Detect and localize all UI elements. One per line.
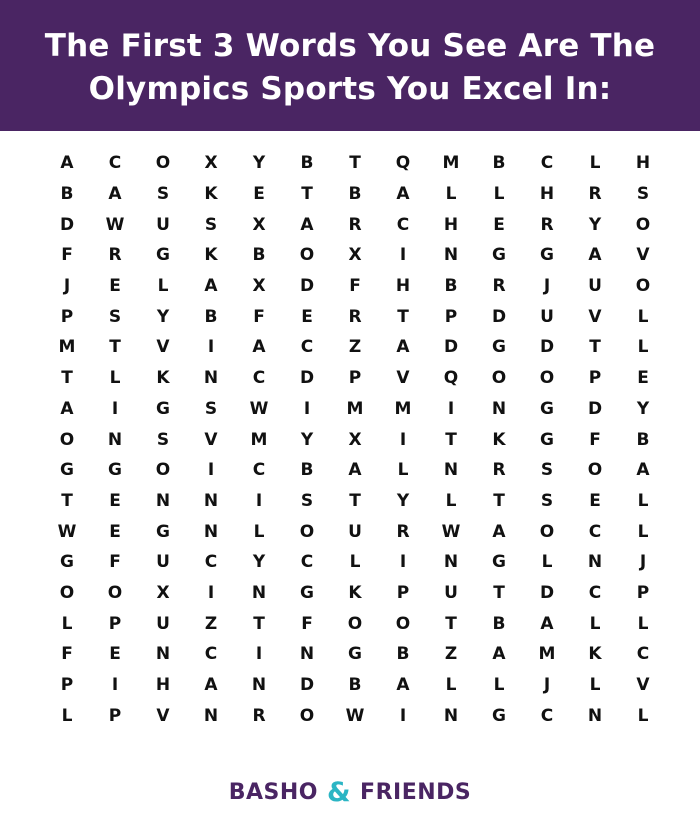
grid-letter: N	[587, 705, 603, 726]
grid-letter: V	[636, 245, 650, 266]
grid-letter: T	[301, 184, 313, 205]
grid-letter: V	[204, 429, 218, 450]
grid-letter: B	[300, 153, 314, 174]
grid-letter: N	[203, 705, 219, 726]
grid-letter: E	[109, 644, 121, 665]
grid-letter: A	[396, 675, 410, 696]
grid-letter: L	[589, 153, 601, 174]
grid-letter: G	[492, 245, 506, 266]
grid-letter: T	[349, 153, 361, 174]
grid-letter: N	[203, 368, 219, 389]
grid-letter: D	[491, 306, 507, 327]
grid-letter: H	[539, 184, 555, 205]
grid-letter: M	[394, 398, 412, 419]
grid-letter: B	[444, 276, 458, 297]
grid-letter: T	[445, 429, 457, 450]
grid-letter: G	[540, 429, 554, 450]
grid-letter: J	[639, 552, 647, 573]
grid-letter: V	[156, 705, 170, 726]
grid-letter: R	[540, 214, 554, 235]
grid-letter: B	[204, 306, 218, 327]
grid-letter: K	[588, 644, 602, 665]
grid-letter: I	[303, 398, 311, 419]
grid-letter: E	[253, 184, 265, 205]
grid-letter: S	[540, 490, 554, 511]
grid-letter: S	[204, 214, 218, 235]
grid-letter: B	[60, 184, 74, 205]
grid-letter: I	[447, 398, 455, 419]
grid-letter: O	[539, 521, 555, 542]
grid-letter: T	[397, 306, 409, 327]
grid-letter: G	[60, 460, 74, 481]
grid-letter: N	[155, 644, 171, 665]
grid-letter: L	[157, 276, 169, 297]
brand-name-right: FRIENDS	[360, 779, 472, 805]
grid-letter: R	[492, 460, 506, 481]
grid-letter: M	[538, 644, 556, 665]
grid-letter: A	[204, 276, 218, 297]
grid-letter: R	[348, 214, 362, 235]
grid-letter: F	[61, 644, 73, 665]
grid-letter: I	[255, 644, 263, 665]
grid-letter: Y	[252, 153, 266, 174]
grid-letter: G	[60, 552, 74, 573]
grid-letter: X	[348, 245, 362, 266]
grid-letter: P	[636, 582, 650, 603]
grid-letter: S	[108, 306, 122, 327]
grid-letter: B	[396, 644, 410, 665]
grid-letter: T	[61, 368, 73, 389]
grid-letter: I	[399, 429, 407, 450]
grid-letter: X	[156, 582, 170, 603]
grid-letter: Y	[156, 306, 170, 327]
grid-letter: F	[253, 306, 265, 327]
grid-letter: G	[492, 705, 506, 726]
grid-letter: U	[156, 552, 170, 573]
grid-letter: N	[203, 490, 219, 511]
grid-letter: E	[637, 368, 649, 389]
grid-letter: M	[346, 398, 364, 419]
grid-letter: T	[493, 582, 505, 603]
grid-letter: M	[250, 429, 268, 450]
grid-letter: T	[61, 490, 73, 511]
grid-letter: A	[60, 398, 74, 419]
grid-letter: L	[109, 368, 121, 389]
grid-letter: D	[299, 368, 315, 389]
grid-letter: C	[300, 552, 314, 573]
grid-letter: O	[155, 460, 171, 481]
grid-letter: T	[349, 490, 361, 511]
grid-letter: U	[156, 613, 170, 634]
grid-letter: C	[540, 153, 554, 174]
grid-letter: N	[155, 490, 171, 511]
grid-letter: R	[348, 306, 362, 327]
letter-grid	[43, 148, 667, 731]
grid-letter: G	[156, 521, 170, 542]
grid-letter: N	[587, 552, 603, 573]
grid-letter: K	[156, 368, 170, 389]
grid-letter: O	[155, 153, 171, 174]
grid-letter: J	[543, 675, 551, 696]
grid-letter: L	[61, 705, 73, 726]
grid-letter: E	[109, 521, 121, 542]
grid-letter: H	[395, 276, 411, 297]
grid-letter: N	[107, 429, 123, 450]
grid-letter: A	[492, 644, 506, 665]
grid-letter: C	[204, 644, 218, 665]
grid-letter: I	[207, 460, 215, 481]
grid-letter: I	[207, 582, 215, 603]
grid-letter: N	[203, 521, 219, 542]
grid-letter: P	[108, 613, 122, 634]
grid-letter: A	[540, 613, 554, 634]
grid-letter: C	[540, 705, 554, 726]
grid-letter: N	[251, 675, 267, 696]
grid-letter: S	[156, 429, 170, 450]
grid-letter: I	[399, 245, 407, 266]
grid-letter: J	[63, 276, 71, 297]
grid-letter: X	[348, 429, 362, 450]
grid-letter: N	[443, 460, 459, 481]
grid-letter: K	[348, 582, 362, 603]
grid-letter: U	[540, 306, 554, 327]
grid-letter: N	[443, 552, 459, 573]
grid-letter: U	[444, 582, 458, 603]
grid-letter: L	[349, 552, 361, 573]
grid-letter: I	[399, 552, 407, 573]
grid-letter: R	[588, 184, 602, 205]
grid-letter: W	[57, 521, 77, 542]
grid-letter: N	[491, 398, 507, 419]
grid-letter: I	[111, 398, 119, 419]
grid-letter: U	[348, 521, 362, 542]
grid-letter: W	[105, 214, 125, 235]
grid-letter: O	[59, 582, 75, 603]
grid-letter: L	[637, 613, 649, 634]
grid-letter: Y	[396, 490, 410, 511]
grid-letter: I	[207, 337, 215, 358]
grid-letter: Y	[636, 398, 650, 419]
grid-letter: O	[395, 613, 411, 634]
grid-letter: L	[637, 521, 649, 542]
grid-letter: F	[589, 429, 601, 450]
grid-letter: L	[253, 521, 265, 542]
grid-letter: O	[59, 429, 75, 450]
grid-letter: O	[299, 521, 315, 542]
grid-letter: A	[588, 245, 602, 266]
grid-letter: A	[348, 460, 362, 481]
grid-letter: X	[204, 153, 218, 174]
grid-letter: M	[442, 153, 460, 174]
grid-letter: F	[109, 552, 121, 573]
grid-letter: G	[348, 644, 362, 665]
grid-letter: B	[252, 245, 266, 266]
grid-letter: E	[301, 306, 313, 327]
brand-name-left: BASHO	[228, 779, 318, 805]
grid-letter: E	[493, 214, 505, 235]
grid-letter: V	[588, 306, 602, 327]
grid-letter: F	[61, 245, 73, 266]
grid-letter: L	[445, 490, 457, 511]
grid-letter: E	[109, 490, 121, 511]
grid-letter: P	[444, 306, 458, 327]
grid-letter: D	[59, 214, 75, 235]
grid-letter: P	[60, 306, 74, 327]
grid-letter: I	[399, 705, 407, 726]
grid-letter: L	[637, 490, 649, 511]
grid-letter: F	[301, 613, 313, 634]
grid-letter: L	[541, 552, 553, 573]
grid-letter: W	[249, 398, 269, 419]
grid-letter: D	[539, 337, 555, 358]
grid-letter: T	[109, 337, 121, 358]
grid-letter: H	[155, 675, 171, 696]
grid-letter: R	[396, 521, 410, 542]
grid-letter: O	[635, 276, 651, 297]
grid-letter: B	[492, 153, 506, 174]
brand-ampersand: &	[327, 776, 352, 808]
grid-letter: M	[58, 337, 76, 358]
grid-letter: L	[445, 675, 457, 696]
grid-letter: G	[540, 398, 554, 419]
grid-letter: R	[252, 705, 266, 726]
grid-letter: Y	[252, 552, 266, 573]
grid-letter: O	[635, 214, 651, 235]
grid-letter: C	[588, 582, 602, 603]
grid-letter: G	[156, 245, 170, 266]
grid-letter: D	[443, 337, 459, 358]
grid-letter: F	[349, 276, 361, 297]
grid-letter: T	[493, 490, 505, 511]
grid-letter: O	[299, 245, 315, 266]
grid-letter: L	[61, 613, 73, 634]
grid-letter: P	[108, 705, 122, 726]
grid-letter: Y	[588, 214, 602, 235]
grid-letter: N	[251, 582, 267, 603]
grid-letter: H	[635, 153, 651, 174]
grid-letter: B	[348, 675, 362, 696]
grid-letter: L	[589, 613, 601, 634]
grid-letter: S	[156, 184, 170, 205]
grid-letter: V	[636, 675, 650, 696]
grid-letter: L	[637, 705, 649, 726]
grid-letter: Q	[395, 153, 411, 174]
grid-letter: O	[299, 705, 315, 726]
grid-letter: A	[204, 675, 218, 696]
grid-letter: I	[255, 490, 263, 511]
grid-letter: K	[204, 184, 218, 205]
grid-letter: V	[156, 337, 170, 358]
grid-letter: A	[492, 521, 506, 542]
grid-letter: G	[492, 552, 506, 573]
grid-letter: I	[111, 675, 119, 696]
grid-letter: B	[300, 460, 314, 481]
grid-letter: L	[589, 675, 601, 696]
grid-letter: D	[299, 675, 315, 696]
grid-letter: C	[252, 460, 266, 481]
grid-letter: K	[492, 429, 506, 450]
grid-letter: A	[396, 337, 410, 358]
grid-letter: O	[539, 368, 555, 389]
grid-letter: Y	[300, 429, 314, 450]
grid-letter: C	[636, 644, 650, 665]
grid-letter: W	[441, 521, 461, 542]
header-banner	[0, 0, 700, 131]
grid-letter: G	[300, 582, 314, 603]
grid-letter: H	[443, 214, 459, 235]
grid-letter: K	[204, 245, 218, 266]
grid-letter: G	[156, 398, 170, 419]
grid-letter: C	[252, 368, 266, 389]
grid-letter: O	[587, 460, 603, 481]
grid-letter: B	[348, 184, 362, 205]
grid-letter: L	[637, 337, 649, 358]
grid-letter: A	[396, 184, 410, 205]
grid-letter: S	[300, 490, 314, 511]
grid-letter: G	[540, 245, 554, 266]
grid-letter: A	[108, 184, 122, 205]
grid-letter: C	[396, 214, 410, 235]
grid-letter: D	[539, 582, 555, 603]
grid-letter: P	[60, 675, 74, 696]
grid-letter: G	[108, 460, 122, 481]
grid-letter: C	[204, 552, 218, 573]
grid-letter: W	[345, 705, 365, 726]
grid-letter: V	[396, 368, 410, 389]
grid-letter: Q	[443, 368, 459, 389]
grid-letter: N	[299, 644, 315, 665]
grid-letter: R	[108, 245, 122, 266]
grid-letter: L	[493, 675, 505, 696]
grid-letter: P	[588, 368, 602, 389]
grid-letter: D	[587, 398, 603, 419]
grid-letter: L	[493, 184, 505, 205]
grid-letter: A	[252, 337, 266, 358]
grid-letter: L	[397, 460, 409, 481]
grid-letter: C	[108, 153, 122, 174]
grid-letter: T	[253, 613, 265, 634]
grid-letter: X	[252, 276, 266, 297]
grid-letter: S	[204, 398, 218, 419]
brand-logo	[0, 772, 700, 812]
grid-letter: A	[300, 214, 314, 235]
grid-letter: L	[445, 184, 457, 205]
grid-letter: A	[60, 153, 74, 174]
grid-letter: U	[156, 214, 170, 235]
grid-letter: S	[636, 184, 650, 205]
grid-letter: T	[589, 337, 601, 358]
grid-letter: P	[348, 368, 362, 389]
grid-letter: U	[588, 276, 602, 297]
headline-line-2: Olympics Sports You Excel In:	[88, 70, 612, 107]
grid-letter: S	[540, 460, 554, 481]
grid-letter: B	[636, 429, 650, 450]
grid-letter: R	[492, 276, 506, 297]
grid-letter: O	[491, 368, 507, 389]
grid-letter: G	[492, 337, 506, 358]
grid-letter: T	[445, 613, 457, 634]
grid-letter: N	[443, 705, 459, 726]
grid-letter: C	[300, 337, 314, 358]
grid-letter: E	[109, 276, 121, 297]
grid-letter: E	[589, 490, 601, 511]
grid-letter: N	[443, 245, 459, 266]
grid-letter: C	[588, 521, 602, 542]
headline-line-1: The First 3 Words You See Are The	[44, 27, 656, 64]
grid-letter: O	[107, 582, 123, 603]
grid-letter: P	[396, 582, 410, 603]
grid-letter: L	[637, 306, 649, 327]
grid-letter: B	[492, 613, 506, 634]
grid-letter: Z	[444, 644, 458, 665]
grid-letter: D	[299, 276, 315, 297]
grid-letter: O	[347, 613, 363, 634]
grid-letter: Z	[348, 337, 362, 358]
grid-letter: Z	[204, 613, 218, 634]
grid-letter: J	[543, 276, 551, 297]
grid-letter: A	[636, 460, 650, 481]
grid-letter: X	[252, 214, 266, 235]
